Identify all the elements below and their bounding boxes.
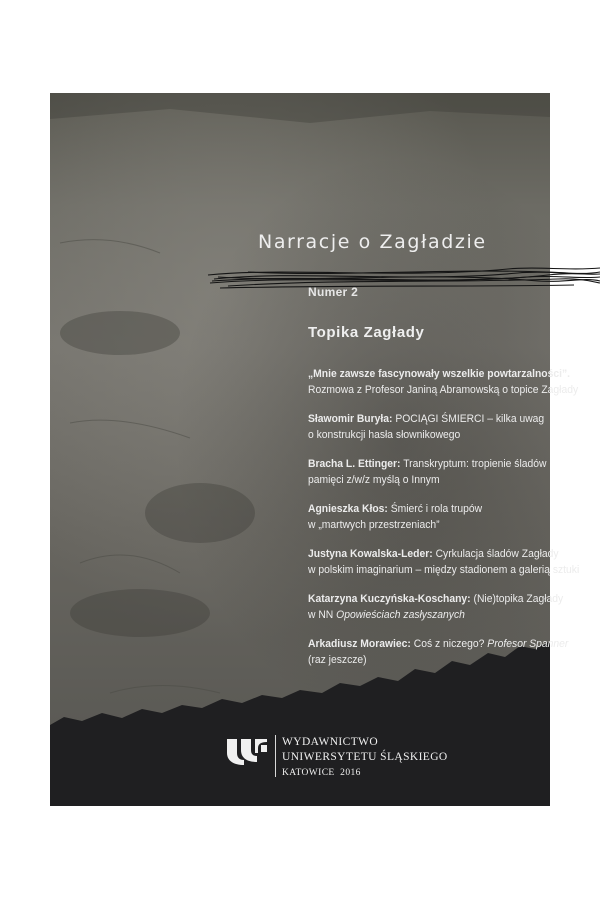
toc-entry [308,636,581,668]
toc-entry-title: Śmierć i rola trupów [387,503,483,515]
toc-entry-title: Coś z niczego? [410,638,488,650]
toc-entry-line2: w „martwych przestrzeniach” [308,519,440,531]
toc-entry-line2: Rozmowa z Profesor Janiną Abramowską o topice Zagłady [308,384,579,396]
toc-entry-lead: „Mnie zawsze fascynowały wszelkie powtarzalności”. [308,368,571,380]
toc-author: Sławomir Buryła: [308,413,393,425]
toc-entry [308,366,581,398]
table-of-contents [308,366,598,681]
toc-entry-line2: w polskim imaginarium – między stadionem a galerią sztuki [308,564,580,576]
toc-author: Arkadiusz Morawiec: [308,638,411,650]
issue-subtitle: Topika Zagłady [308,324,425,341]
university-of-silesia-logo-icon [225,736,269,766]
toc-entry-line2: (raz jeszcze) [308,654,367,666]
toc-entry-title: POCIĄGI ŚMIERCI – kilka uwag [392,413,545,425]
toc-entry-title: Cyrkulacja śladów Zagłady [432,548,559,560]
toc-author: Agnieszka Kłos: [308,503,388,515]
toc-entry [308,411,581,443]
toc-entry [308,591,581,623]
toc-entry-italic: Opowieściach zasłyszanych [336,609,465,621]
toc-entry-line2: pamięci z/w/z myślą o Innym [308,474,440,486]
toc-entry [308,546,581,578]
toc-entry-line2: o konstrukcji hasła słownikowego [308,429,461,441]
toc-entry-line2: w NN [308,609,337,621]
toc-entry [308,501,581,533]
publisher-name-line1: WYDAWNICTWO [282,736,379,748]
logo-divider [275,735,276,777]
toc-entry-title: (Nie)topika Zagłady [470,593,564,605]
publisher-name-line2: UNIWERSYTETU ŚLĄSKIEGO [282,751,448,763]
toc-author: Katarzyna Kuczyńska-Koschany: [308,593,471,605]
toc-entry-title: Transkryptum: tropienie śladów [400,458,547,470]
journal-title: Narracje o Zagładzie [258,231,487,253]
toc-entry [308,456,581,488]
publisher-name [282,735,448,765]
publisher-block [50,735,550,795]
publisher-place-year: KATOWICE 2016 [282,768,361,778]
toc-author: Bracha L. Ettinger: [308,458,401,470]
book-cover [50,93,580,806]
scribble-decoration [208,261,600,297]
issue-number: Numer 2 [308,285,359,299]
toc-entry-italic: Profesor Spanner [487,638,569,650]
toc-author: Justyna Kowalska-Leder: [308,548,433,560]
